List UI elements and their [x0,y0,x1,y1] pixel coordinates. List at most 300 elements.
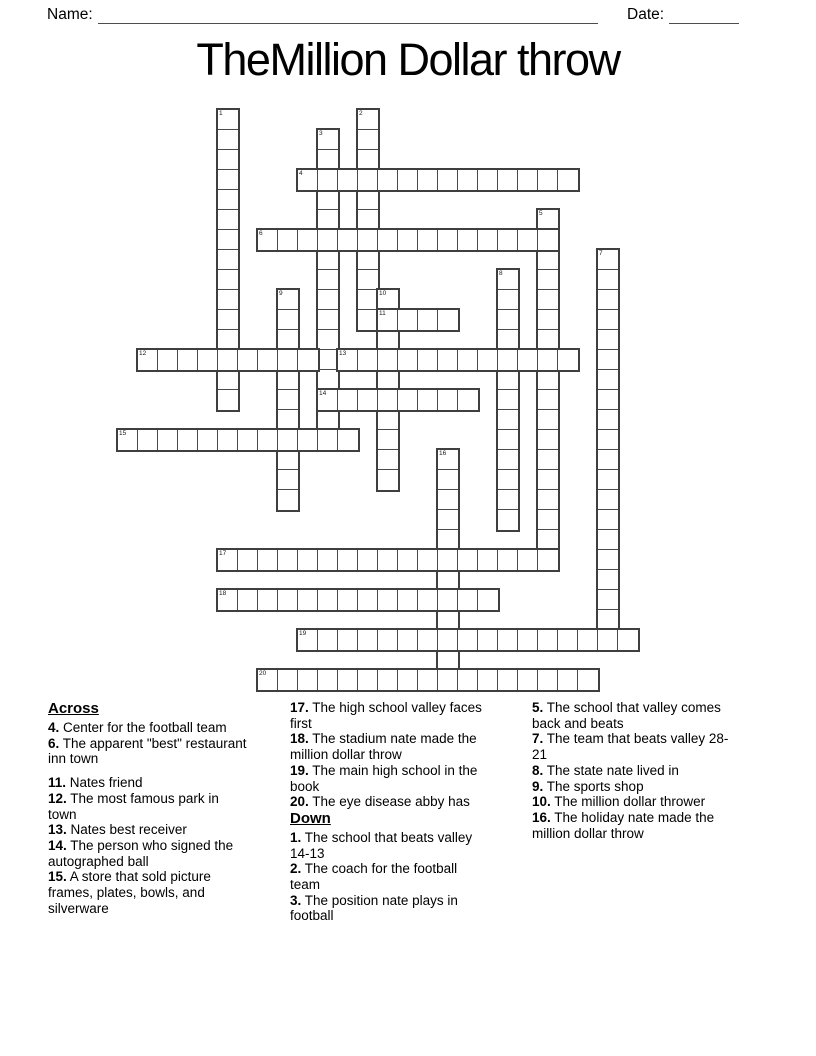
grid-cell[interactable] [358,390,378,410]
grid-cell[interactable] [498,410,518,430]
grid-cell[interactable] [298,230,318,250]
grid-cell[interactable] [198,430,218,450]
grid-cell[interactable] [438,670,458,690]
grid-cell[interactable] [318,270,338,290]
grid-cell[interactable] [298,430,318,450]
grid-cell[interactable] [318,430,338,450]
cell-number: 6 [259,230,263,237]
grid-cell[interactable] [298,630,318,650]
grid-cell[interactable] [498,490,518,510]
grid-cell[interactable] [358,190,378,210]
grid-cell[interactable] [518,670,538,690]
clue-2-down: 2. The coach for the football team [290,861,458,893]
word-12-across [136,348,320,372]
grid-cell[interactable] [438,550,458,570]
clue-5-down: 5. The school that valley comes back and beats [532,700,721,731]
grid-cell[interactable] [398,350,418,370]
cell-number: 2 [359,110,363,117]
word-6-across [256,228,560,252]
grid-cell[interactable] [378,450,398,470]
clue-16-down: 16. The holiday nate made the million dollar throw [532,809,715,841]
grid-cell[interactable] [318,170,338,190]
grid-cell[interactable] [278,470,298,490]
grid-cell[interactable] [498,230,518,250]
grid-cell[interactable] [138,430,158,450]
grid-cell[interactable] [398,310,418,330]
grid-cell[interactable] [598,410,618,430]
grid-cell[interactable] [498,670,518,690]
cell-number: 15 [119,430,127,437]
grid-cell[interactable] [318,590,338,610]
grid-cell[interactable] [358,590,378,610]
grid-cell[interactable] [538,290,558,310]
grid-cell[interactable] [598,310,618,330]
grid-cell[interactable] [278,490,298,510]
grid-cell[interactable] [278,370,298,390]
grid-cell[interactable] [278,290,298,310]
grid-cell[interactable] [418,590,438,610]
grid-cell[interactable] [538,230,558,250]
grid-cell[interactable] [358,670,378,690]
clue-number: 11. [48,775,67,791]
grid-cell[interactable] [598,590,618,610]
grid-cell[interactable] [458,670,478,690]
grid-cell[interactable] [498,330,518,350]
grid-cell[interactable] [358,250,378,270]
grid-cell[interactable] [538,490,558,510]
grid-cell[interactable] [278,230,298,250]
name-label: Name: [47,6,93,23]
grid-cell[interactable] [358,210,378,230]
grid-cell[interactable] [218,330,238,350]
grid-cell[interactable] [438,170,458,190]
grid-cell[interactable] [598,390,618,410]
clue-4-across: 4. Center for the football team [48,720,227,735]
clue-1-down: 1. The school that beats valley 14-13 [290,829,473,861]
grid-cell[interactable] [238,550,258,570]
grid-cell[interactable] [378,290,398,310]
grid-cell[interactable] [118,430,138,450]
grid-cell[interactable] [418,550,438,570]
grid-cell[interactable] [138,350,158,370]
grid-cell[interactable] [478,170,498,190]
grid-cell[interactable] [378,410,398,430]
grid-cell[interactable] [358,630,378,650]
grid-cell[interactable] [318,630,338,650]
grid-cell[interactable] [538,350,558,370]
grid-cell[interactable] [358,110,378,130]
grid-cell[interactable] [278,590,298,610]
grid-cell[interactable] [358,310,378,330]
grid-cell[interactable] [398,670,418,690]
grid-cell[interactable] [198,350,218,370]
grid-cell[interactable] [378,470,398,490]
down-clue-list [290,830,490,924]
name-input-line[interactable] [98,8,598,24]
word-4-across [296,168,580,192]
grid-cell[interactable] [178,350,198,370]
grid-cell[interactable] [298,550,318,570]
grid-cell[interactable] [218,550,238,570]
grid-cell[interactable] [538,510,558,530]
grid-cell[interactable] [378,670,398,690]
grid-cell[interactable] [518,350,538,370]
grid-cell[interactable] [398,170,418,190]
grid-cell[interactable] [458,350,478,370]
down-clue-list-continued [532,700,732,841]
grid-cell[interactable] [598,630,618,650]
grid-cell[interactable] [218,150,238,170]
grid-cell[interactable] [278,430,298,450]
grid-cell[interactable] [278,330,298,350]
cell-number: 4 [299,170,303,177]
grid-cell[interactable] [538,170,558,190]
grid-cell[interactable] [158,350,178,370]
grid-cell[interactable] [338,670,358,690]
grid-cell[interactable] [218,370,238,390]
grid-cell[interactable] [378,550,398,570]
grid-cell[interactable] [518,170,538,190]
grid-cell[interactable] [378,630,398,650]
down-heading: Down [290,809,331,827]
grid-cell[interactable] [218,350,238,370]
grid-cell[interactable] [318,210,338,230]
grid-cell[interactable] [358,130,378,150]
grid-cell[interactable] [438,610,458,630]
grid-cell[interactable] [538,470,558,490]
grid-cell[interactable] [318,410,338,430]
word-17-across [216,548,560,572]
clue-number: 2. [290,861,302,877]
grid-cell[interactable] [498,290,518,310]
grid-cell[interactable] [218,310,238,330]
grid-cell[interactable] [358,550,378,570]
grid-cell[interactable] [458,230,478,250]
grid-cell[interactable] [418,390,438,410]
word-7-down [596,248,620,652]
grid-cell[interactable] [278,670,298,690]
grid-cell[interactable] [518,550,538,570]
grid-cell[interactable] [498,430,518,450]
clue-number: 14. [48,837,67,853]
clue-column-1 [48,700,248,924]
grid-cell[interactable] [558,170,578,190]
clue-10-down: 10. The million dollar thrower [532,794,706,810]
grid-cell[interactable] [158,430,178,450]
grid-cell[interactable] [438,570,458,590]
clue-number: 19. [290,762,309,778]
grid-cell[interactable] [438,510,458,530]
grid-cell[interactable] [558,630,578,650]
grid-cell[interactable] [278,550,298,570]
grid-cell[interactable] [598,510,618,530]
clue-number: 5. [532,700,544,715]
grid-cell[interactable] [318,290,338,310]
grid-cell[interactable] [218,190,238,210]
grid-cell[interactable] [618,630,638,650]
grid-cell[interactable] [518,630,538,650]
grid-cell[interactable] [258,670,278,690]
word-5-down [536,208,560,572]
grid-cell[interactable] [318,150,338,170]
grid-cell[interactable] [218,210,238,230]
grid-cell[interactable] [218,430,238,450]
grid-cell[interactable] [278,410,298,430]
word-19-across [296,628,640,652]
grid-cell[interactable] [498,390,518,410]
grid-cell[interactable] [598,250,618,270]
grid-cell[interactable] [478,550,498,570]
grid-cell[interactable] [338,390,358,410]
crossword-grid [118,110,640,692]
grid-cell[interactable] [318,230,338,250]
grid-cell[interactable] [338,630,358,650]
grid-cell[interactable] [478,670,498,690]
cell-number: 5 [539,210,543,217]
word-15-across [116,428,360,452]
grid-cell[interactable] [398,630,418,650]
grid-cell[interactable] [538,210,558,230]
grid-cell[interactable] [598,450,618,470]
grid-cell[interactable] [378,390,398,410]
grid-cell[interactable] [398,390,418,410]
grid-cell[interactable] [338,230,358,250]
grid-cell[interactable] [458,390,478,410]
clue-number: 18. [290,731,309,747]
grid-cell[interactable] [438,530,458,550]
grid-cell[interactable] [298,350,318,370]
grid-cell[interactable] [598,550,618,570]
grid-cell[interactable] [318,350,338,370]
grid-cell[interactable] [438,230,458,250]
grid-cell[interactable] [318,250,338,270]
grid-cell[interactable] [598,330,618,350]
grid-cell[interactable] [378,430,398,450]
grid-cell[interactable] [298,170,318,190]
across-clue-list [48,720,248,916]
cell-number: 17 [219,550,227,557]
grid-cell[interactable] [378,350,398,370]
clue-14-across: 14. The person who signed the autographed ball [48,837,234,869]
grid-cell[interactable] [438,310,458,330]
clue-number: 15. [48,869,67,885]
grid-cell[interactable] [598,490,618,510]
grid-cell[interactable] [598,470,618,490]
grid-cell[interactable] [378,170,398,190]
grid-cell[interactable] [238,430,258,450]
grid-cell[interactable] [378,330,398,350]
grid-cell[interactable] [578,630,598,650]
grid-cell[interactable] [318,190,338,210]
cell-number: 10 [379,290,387,297]
grid-cell[interactable] [538,630,558,650]
grid-cell[interactable] [478,230,498,250]
grid-cell[interactable] [338,350,358,370]
grid-cell[interactable] [298,670,318,690]
grid-cell[interactable] [538,390,558,410]
clue-15-across: 15. A store that sold picture frames, plates, bowls, and silverware [48,869,211,916]
clue-number: 1. [290,829,302,845]
grid-cell[interactable] [318,390,338,410]
grid-cell[interactable] [558,670,578,690]
cell-number: 18 [219,590,227,597]
grid-cell[interactable] [538,450,558,470]
cell-number: 14 [319,390,327,397]
grid-cell[interactable] [438,490,458,510]
grid-cell[interactable] [358,270,378,290]
grid-cell[interactable] [438,630,458,650]
grid-cell[interactable] [498,370,518,390]
grid-cell[interactable] [278,390,298,410]
grid-cell[interactable] [598,570,618,590]
grid-cell[interactable] [318,310,338,330]
grid-cell[interactable] [378,310,398,330]
grid-cell[interactable] [418,350,438,370]
grid-cell[interactable] [258,550,278,570]
grid-cell[interactable] [218,130,238,150]
grid-cell[interactable] [598,430,618,450]
grid-cell[interactable] [438,590,458,610]
grid-cell[interactable] [518,230,538,250]
grid-cell[interactable] [418,230,438,250]
grid-cell[interactable] [358,230,378,250]
grid-cell[interactable] [358,150,378,170]
grid-cell[interactable] [378,230,398,250]
clue-9-down: 9. The sports shop [532,778,644,794]
grid-cell[interactable] [358,290,378,310]
word-11-across [376,308,460,332]
grid-cell[interactable] [258,590,278,610]
grid-cell[interactable] [278,310,298,330]
grid-cell[interactable] [498,550,518,570]
date-input-line[interactable] [669,8,739,24]
grid-cell[interactable] [218,230,238,250]
clue-number: 10. [532,794,551,810]
grid-cell[interactable] [598,270,618,290]
grid-cell[interactable] [438,470,458,490]
grid-cell[interactable] [498,310,518,330]
grid-cell[interactable] [418,670,438,690]
grid-cell[interactable] [538,550,558,570]
grid-cell[interactable] [378,370,398,390]
grid-cell[interactable] [218,110,238,130]
grid-cell[interactable] [218,390,238,410]
grid-cell[interactable] [498,510,518,530]
grid-cell[interactable] [538,370,558,390]
grid-cell[interactable] [318,370,338,390]
cell-number: 16 [439,450,447,457]
grid-cell[interactable] [338,550,358,570]
grid-cell[interactable] [598,370,618,390]
grid-cell[interactable] [478,630,498,650]
grid-cell[interactable] [458,170,478,190]
word-18-across [216,588,500,612]
clue-6-across: 6. The apparent "best" restaurant inn town [48,735,247,767]
grid-cell[interactable] [338,590,358,610]
grid-cell[interactable] [258,430,278,450]
grid-cell[interactable] [478,590,498,610]
clue-number: 20. [290,794,309,810]
grid-cell[interactable] [438,650,458,670]
grid-cell[interactable] [498,350,518,370]
clue-8-down: 8. The state nate lived in [532,762,679,778]
cell-number: 3 [319,130,323,137]
grid-cell[interactable] [378,590,398,610]
grid-cell[interactable] [458,630,478,650]
grid-cell[interactable] [218,290,238,310]
grid-cell[interactable] [498,270,518,290]
grid-cell[interactable] [438,390,458,410]
grid-cell[interactable] [538,410,558,430]
cell-number: 1 [219,110,223,117]
page-title: TheMillion Dollar throw [196,34,620,85]
grid-cell[interactable] [358,170,378,190]
grid-cell[interactable] [318,670,338,690]
grid-cell[interactable] [538,430,558,450]
grid-cell[interactable] [418,170,438,190]
grid-cell[interactable] [438,450,458,470]
grid-cell[interactable] [458,590,478,610]
grid-cell[interactable] [538,270,558,290]
grid-cell[interactable] [498,470,518,490]
grid-cell[interactable] [238,350,258,370]
grid-cell[interactable] [358,350,378,370]
grid-cell[interactable] [538,330,558,350]
cell-number: 19 [299,630,307,637]
grid-cell[interactable] [318,550,338,570]
grid-cell[interactable] [598,530,618,550]
grid-cell[interactable] [298,590,318,610]
grid-cell[interactable] [418,630,438,650]
grid-cell[interactable] [318,130,338,150]
grid-cell[interactable] [538,670,558,690]
grid-cell[interactable] [598,290,618,310]
grid-cell[interactable] [478,350,498,370]
grid-cell[interactable] [218,590,238,610]
grid-cell[interactable] [398,550,418,570]
grid-cell[interactable] [338,430,358,450]
grid-cell[interactable] [258,230,278,250]
grid-cell[interactable] [598,610,618,630]
grid-cell[interactable] [538,250,558,270]
grid-cell[interactable] [238,590,258,610]
grid-cell[interactable] [538,310,558,330]
clue-column-2 [290,700,490,924]
grid-cell[interactable] [398,590,418,610]
clue-column-3 [532,700,732,924]
grid-cell[interactable] [538,530,558,550]
grid-cell[interactable] [438,350,458,370]
grid-cell[interactable] [318,330,338,350]
grid-cell[interactable] [178,430,198,450]
grid-cell[interactable] [218,170,238,190]
grid-cell[interactable] [338,170,358,190]
grid-cell[interactable] [578,670,598,690]
grid-cell[interactable] [278,350,298,370]
grid-cell[interactable] [498,450,518,470]
grid-cell[interactable] [218,270,238,290]
grid-cell[interactable] [558,350,578,370]
grid-cell[interactable] [398,230,418,250]
grid-cell[interactable] [218,250,238,270]
grid-cell[interactable] [498,170,518,190]
grid-cell[interactable] [458,550,478,570]
grid-cell[interactable] [258,350,278,370]
grid-cell[interactable] [418,310,438,330]
grid-cell[interactable] [278,450,298,470]
grid-cell[interactable] [498,630,518,650]
grid-cell[interactable] [598,350,618,370]
